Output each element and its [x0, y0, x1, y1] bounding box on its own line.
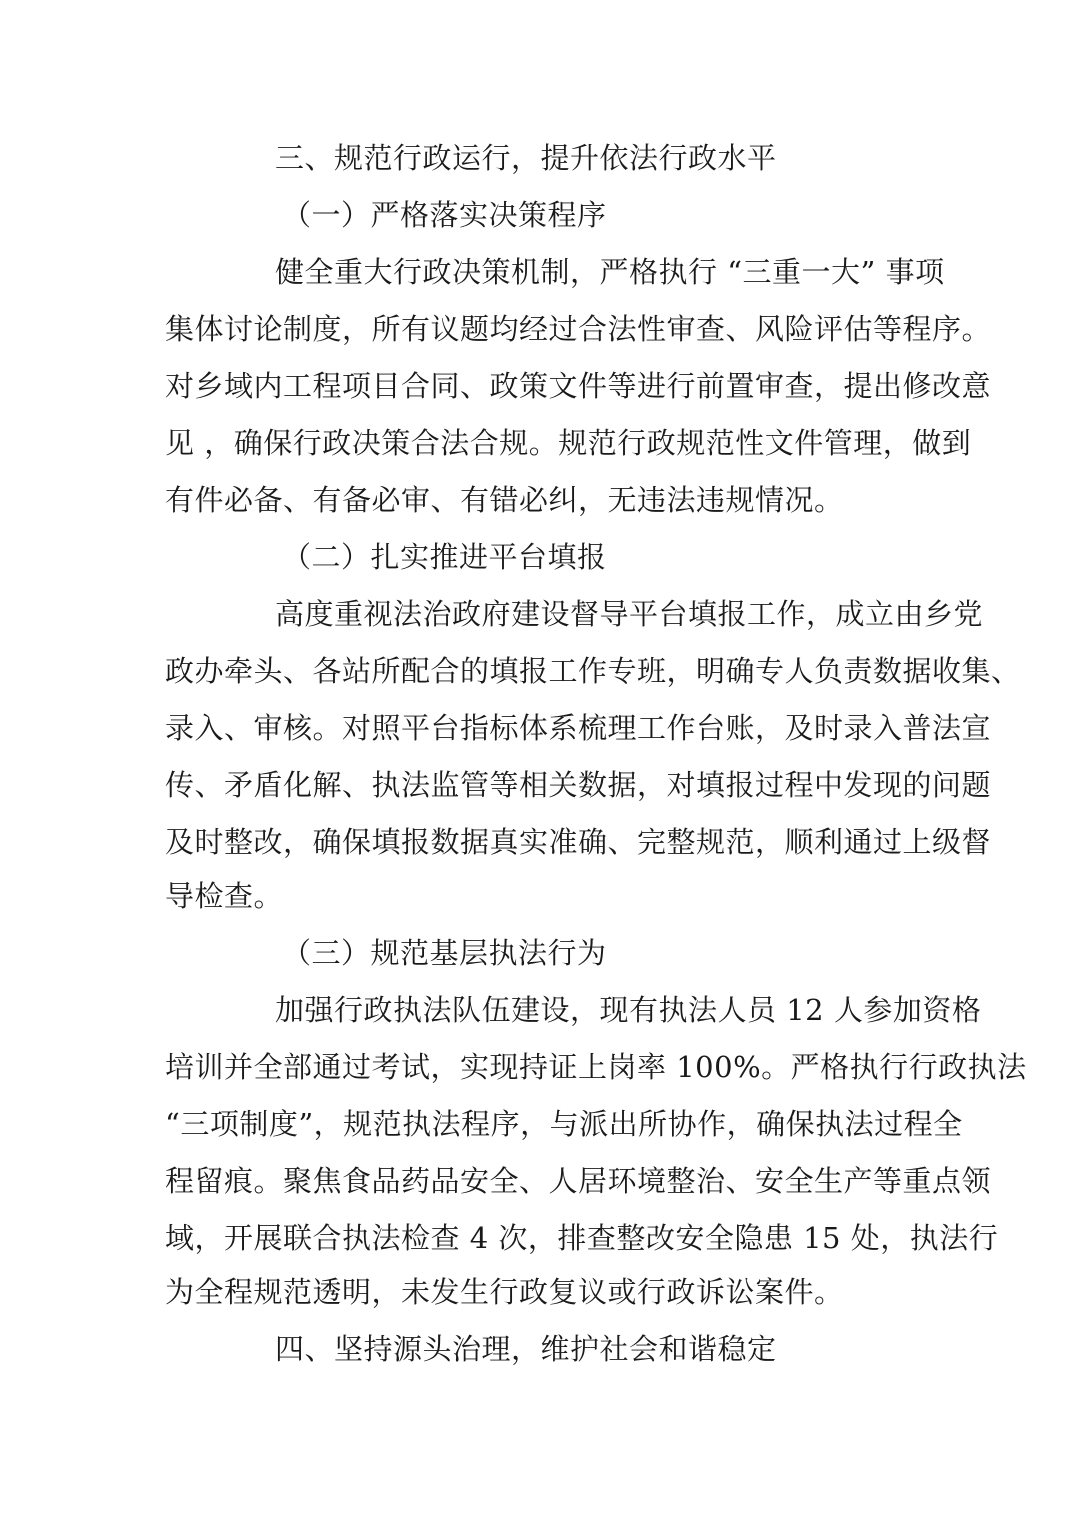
paragraph-line: 及时整改，确保填报数据真实准确、完整规范，顺利通过上级督	[165, 825, 992, 859]
paragraph-line: 传、矛盾化解、执法监管等相关数据，对填报过程中发现的问题	[165, 768, 992, 802]
paragraph-line: 域，开展联合执法检查 4 次，排查整改安全隐患 15 处，执法行	[165, 1221, 999, 1255]
paragraph-line: 集体讨论制度，所有议题均经过合法性审查、风险评估等程序。	[165, 312, 992, 346]
section-heading-4: 四、坚持源头治理，维护社会和谐稳定	[275, 1332, 777, 1366]
paragraph-line: 有件必备、有备必审、有错必纠，无违法违规情况。	[165, 483, 844, 517]
paragraph-line: 为全程规范透明，未发生行政复议或行政诉讼案件。	[165, 1275, 844, 1309]
paragraph-line: 录入、审核。对照平台指标体系梳理工作台账，及时录入普法宣	[165, 711, 992, 745]
paragraph-line: 政办牵头、各站所配合的填报工作专班，明确专人负责数据收集、	[165, 654, 1021, 688]
paragraph-line: 培训并全部通过考试，实现持证上岗率 100%。严格执行行政执法	[165, 1050, 1027, 1084]
paragraph-line: 程留痕。聚焦食品药品安全、人居环境整治、安全生产等重点领	[165, 1164, 992, 1198]
paragraph-line: 导检查。	[165, 879, 284, 913]
paragraph-line: 健全重大行政决策机制，严格执行 “三重一大” 事项	[275, 255, 945, 289]
paragraph-line: 见 ，确保行政决策合法合规。规范行政规范性文件管理，做到	[165, 426, 972, 460]
paragraph-line: 加强行政执法队伍建设，现有执法人员 12 人参加资格	[275, 993, 982, 1027]
paragraph-line: “三项制度”，规范执法程序，与派出所协作，确保执法过程全	[165, 1107, 963, 1141]
subsection-heading-1: （一）严格落实决策程序	[282, 198, 607, 232]
subsection-heading-2: （二）扎实推进平台填报	[282, 540, 607, 574]
subsection-heading-3: （三）规范基层执法行为	[282, 936, 607, 970]
paragraph-line: 对乡域内工程项目合同、政策文件等进行前置审查，提出修改意	[165, 369, 992, 403]
section-heading-3: 三、规范行政运行，提升依法行政水平	[275, 141, 777, 175]
paragraph-line: 高度重视法治政府建设督导平台填报工作，成立由乡党	[275, 597, 984, 631]
